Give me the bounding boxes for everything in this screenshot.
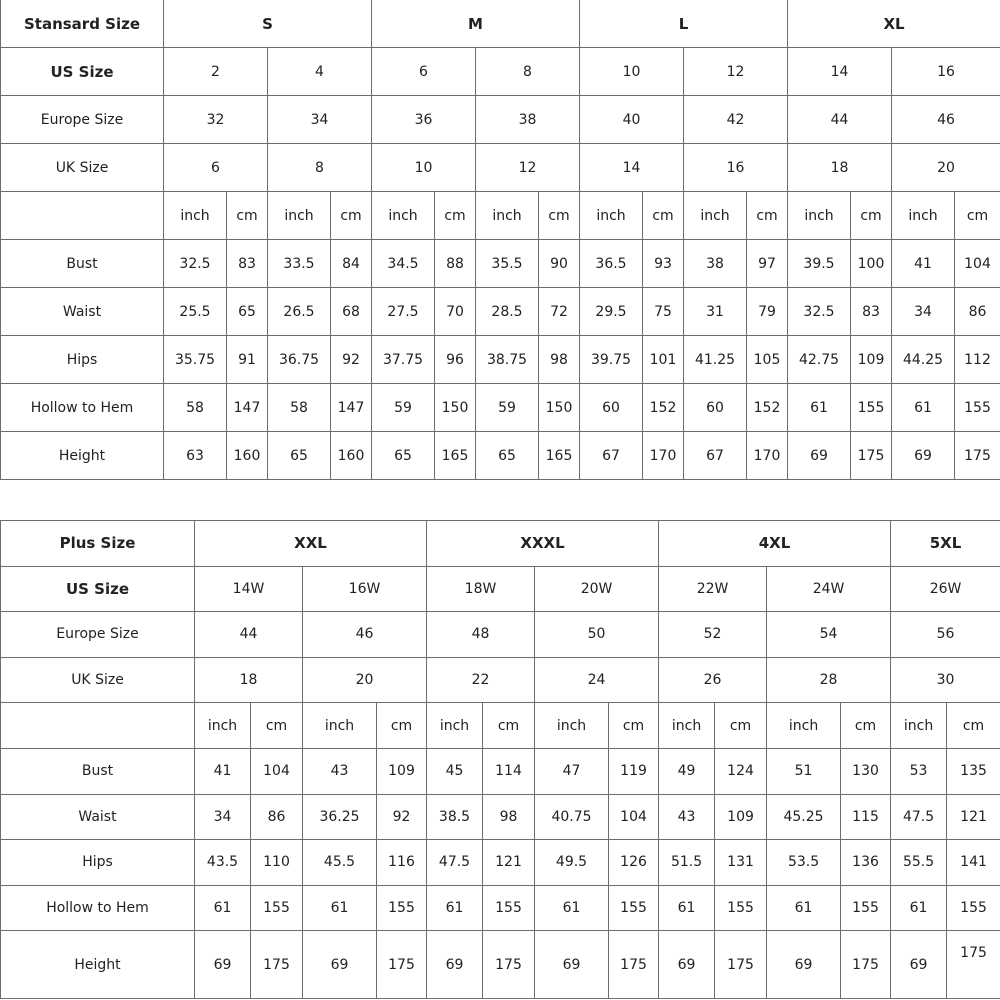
- unit-inch-label: inch: [268, 192, 331, 240]
- unit-inch-label: inch: [659, 703, 715, 749]
- us-size-value: 26W: [891, 566, 1000, 612]
- measure-inch-value: 34: [892, 288, 955, 336]
- measure-row: [1, 288, 1000, 336]
- measure-row: [1, 794, 1000, 840]
- measure-inch-value: 55.5: [891, 840, 947, 886]
- measure-cm-value: 160: [227, 432, 268, 480]
- uk-size-value: 12: [476, 144, 580, 192]
- size-xxxl: XXXL: [427, 521, 659, 567]
- measure-inch-value: 35.5: [476, 240, 539, 288]
- measure-label: Hollow to Hem: [1, 384, 164, 432]
- unit-cm-label: cm: [955, 192, 1000, 240]
- europe-size-value: 52: [659, 612, 767, 658]
- measure-inch-value: 45: [427, 748, 483, 794]
- measure-cm-value: 160: [331, 432, 372, 480]
- measure-inch-value: 69: [767, 931, 841, 999]
- measure-cm-value: 175: [251, 931, 303, 999]
- us-size-value: 8: [476, 48, 580, 96]
- measure-cm-value: 155: [609, 885, 659, 931]
- measure-inch-value: 39.5: [788, 240, 851, 288]
- us-size-row: [1, 48, 1000, 96]
- unit-cm-label: cm: [747, 192, 788, 240]
- measure-cm-value: 112: [955, 336, 1000, 384]
- measure-inch-value: 25.5: [164, 288, 227, 336]
- measure-inch-value: 42.75: [788, 336, 851, 384]
- measure-inch-value: 69: [659, 931, 715, 999]
- measure-cm-value: 165: [435, 432, 476, 480]
- measure-cm-value: 97: [747, 240, 788, 288]
- measure-inch-value: 33.5: [268, 240, 331, 288]
- measure-inch-value: 69: [195, 931, 251, 999]
- unit-cm-label: cm: [251, 703, 303, 749]
- measure-inch-value: 58: [268, 384, 331, 432]
- measure-row: [1, 336, 1000, 384]
- plus-us-size-label: US Size: [1, 566, 195, 612]
- measure-inch-value: 45.5: [303, 840, 377, 886]
- uk-size-value: 20: [303, 657, 427, 703]
- unit-cm-label: cm: [435, 192, 476, 240]
- measure-inch-value: 43.5: [195, 840, 251, 886]
- measure-label: Height: [1, 931, 195, 999]
- plus-unit-row-blank: [1, 703, 195, 749]
- measure-cm-value: 170: [747, 432, 788, 480]
- unit-cm-label: cm: [483, 703, 535, 749]
- us-size-value: 6: [372, 48, 476, 96]
- uk-size-value: 10: [372, 144, 476, 192]
- measure-cm-value: 110: [251, 840, 303, 886]
- uk-size-label: UK Size: [1, 144, 164, 192]
- measure-row: [1, 840, 1000, 886]
- measure-cm-value: 175: [955, 432, 1000, 480]
- measure-cm-value: 70: [435, 288, 476, 336]
- measure-inch-value: 29.5: [580, 288, 643, 336]
- plus-unit-row: [1, 703, 1000, 749]
- measure-row: [1, 931, 1000, 999]
- europe-size-value: 46: [892, 96, 1000, 144]
- unit-inch-label: inch: [788, 192, 851, 240]
- us-size-value: 22W: [659, 566, 767, 612]
- us-size-value: 14: [788, 48, 892, 96]
- measure-label: Hips: [1, 336, 164, 384]
- measure-cm-value: 175: [947, 931, 1000, 999]
- measure-inch-value: 41.25: [684, 336, 747, 384]
- measure-cm-value: 84: [331, 240, 372, 288]
- uk-size-value: 18: [195, 657, 303, 703]
- measure-inch-value: 69: [427, 931, 483, 999]
- europe-size-value: 34: [268, 96, 372, 144]
- europe-size-value: 50: [535, 612, 659, 658]
- unit-inch-label: inch: [372, 192, 435, 240]
- unit-cm-label: cm: [377, 703, 427, 749]
- measure-inch-value: 35.75: [164, 336, 227, 384]
- plus-uk-size-label: UK Size: [1, 657, 195, 703]
- measure-inch-value: 43: [659, 794, 715, 840]
- measure-inch-value: 53: [891, 748, 947, 794]
- measure-cm-value: 109: [715, 794, 767, 840]
- measure-cm-value: 93: [643, 240, 684, 288]
- unit-inch-label: inch: [580, 192, 643, 240]
- measure-cm-value: 150: [435, 384, 476, 432]
- measure-inch-value: 34: [195, 794, 251, 840]
- measure-cm-value: 100: [851, 240, 892, 288]
- measure-inch-value: 28.5: [476, 288, 539, 336]
- measure-inch-value: 61: [788, 384, 851, 432]
- measure-cm-value: 98: [483, 794, 535, 840]
- measure-label: Waist: [1, 288, 164, 336]
- measure-cm-value: 155: [841, 885, 891, 931]
- measure-inch-value: 31: [684, 288, 747, 336]
- unit-inch-label: inch: [427, 703, 483, 749]
- measure-cm-value: 101: [643, 336, 684, 384]
- plus-europe-size-label: Europe Size: [1, 612, 195, 658]
- measure-cm-value: 130: [841, 748, 891, 794]
- measure-cm-value: 68: [331, 288, 372, 336]
- europe-size-value: 44: [788, 96, 892, 144]
- measure-inch-value: 69: [535, 931, 609, 999]
- measure-inch-value: 44.25: [892, 336, 955, 384]
- plus-size-chart: [0, 520, 1000, 999]
- measure-cm-value: 155: [715, 885, 767, 931]
- measure-inch-value: 51: [767, 748, 841, 794]
- measure-cm-value: 75: [643, 288, 684, 336]
- uk-size-value: 18: [788, 144, 892, 192]
- measure-cm-value: 83: [851, 288, 892, 336]
- plus-us-size-row: [1, 566, 1000, 612]
- measure-cm-value: 155: [251, 885, 303, 931]
- measure-cm-value: 136: [841, 840, 891, 886]
- europe-size-value: 56: [891, 612, 1000, 658]
- measure-cm-value: 155: [483, 885, 535, 931]
- uk-size-value: 8: [268, 144, 372, 192]
- measure-cm-value: 147: [227, 384, 268, 432]
- measure-cm-value: 155: [851, 384, 892, 432]
- measure-cm-value: 155: [377, 885, 427, 931]
- measure-inch-value: 26.5: [268, 288, 331, 336]
- us-size-value: 24W: [767, 566, 891, 612]
- size-header-row: [1, 0, 1000, 48]
- measure-cm-value: 65: [227, 288, 268, 336]
- size-l: L: [580, 0, 788, 48]
- us-size-value: 2: [164, 48, 268, 96]
- measure-inch-value: 36.25: [303, 794, 377, 840]
- measure-cm-value: 121: [483, 840, 535, 886]
- measure-cm-value: 175: [609, 931, 659, 999]
- measure-inch-value: 60: [580, 384, 643, 432]
- measure-inch-value: 69: [788, 432, 851, 480]
- unit-cm-label: cm: [851, 192, 892, 240]
- unit-cm-label: cm: [841, 703, 891, 749]
- us-size-label: US Size: [1, 48, 164, 96]
- measure-cm-value: 119: [609, 748, 659, 794]
- unit-inch-label: inch: [891, 703, 947, 749]
- measure-row: [1, 384, 1000, 432]
- measure-cm-value: 86: [955, 288, 1000, 336]
- measure-inch-value: 47.5: [891, 794, 947, 840]
- measure-inch-value: 59: [372, 384, 435, 432]
- measure-inch-value: 61: [427, 885, 483, 931]
- measure-inch-value: 51.5: [659, 840, 715, 886]
- measure-inch-value: 61: [767, 885, 841, 931]
- measure-cm-value: 126: [609, 840, 659, 886]
- unit-cm-label: cm: [609, 703, 659, 749]
- measure-inch-value: 32.5: [164, 240, 227, 288]
- plus-size-body: [1, 521, 1000, 999]
- plus-europe-size-row: [1, 612, 1000, 658]
- unit-row: [1, 192, 1000, 240]
- measure-inch-value: 61: [195, 885, 251, 931]
- uk-size-value: 14: [580, 144, 684, 192]
- measure-cm-value: 79: [747, 288, 788, 336]
- measure-cm-value: 92: [331, 336, 372, 384]
- measure-cm-value: 109: [851, 336, 892, 384]
- unit-inch-label: inch: [303, 703, 377, 749]
- measure-inch-value: 53.5: [767, 840, 841, 886]
- measure-inch-value: 39.75: [580, 336, 643, 384]
- size-4xl: 4XL: [659, 521, 891, 567]
- size-xl: XL: [788, 0, 1000, 48]
- standard-size-body: [1, 0, 1000, 480]
- measure-label: Hollow to Hem: [1, 885, 195, 931]
- measure-row: [1, 240, 1000, 288]
- size-xxl: XXL: [195, 521, 427, 567]
- unit-inch-label: inch: [535, 703, 609, 749]
- us-size-value: 20W: [535, 566, 659, 612]
- measure-inch-value: 59: [476, 384, 539, 432]
- us-size-value: 16: [892, 48, 1000, 96]
- measure-inch-value: 38.75: [476, 336, 539, 384]
- measure-cm-value: 175: [715, 931, 767, 999]
- measure-row: [1, 885, 1000, 931]
- us-size-value: 18W: [427, 566, 535, 612]
- plus-size-header-row: [1, 521, 1000, 567]
- measure-inch-value: 69: [892, 432, 955, 480]
- measure-inch-value: 69: [891, 931, 947, 999]
- measure-inch-value: 27.5: [372, 288, 435, 336]
- measure-cm-value: 104: [609, 794, 659, 840]
- measure-row: [1, 748, 1000, 794]
- europe-size-value: 38: [476, 96, 580, 144]
- measure-inch-value: 38.5: [427, 794, 483, 840]
- us-size-value: 10: [580, 48, 684, 96]
- measure-cm-value: 83: [227, 240, 268, 288]
- measure-inch-value: 65: [268, 432, 331, 480]
- uk-size-value: 20: [892, 144, 1000, 192]
- measure-cm-value: 109: [377, 748, 427, 794]
- measure-inch-value: 34.5: [372, 240, 435, 288]
- measure-inch-value: 61: [535, 885, 609, 931]
- unit-inch-label: inch: [767, 703, 841, 749]
- measure-cm-value: 96: [435, 336, 476, 384]
- measure-cm-value: 114: [483, 748, 535, 794]
- measure-cm-value: 135: [947, 748, 1000, 794]
- measure-label: Bust: [1, 748, 195, 794]
- measure-inch-value: 61: [659, 885, 715, 931]
- measure-cm-value: 92: [377, 794, 427, 840]
- measure-inch-value: 41: [195, 748, 251, 794]
- measure-label: Hips: [1, 840, 195, 886]
- measure-inch-value: 45.25: [767, 794, 841, 840]
- unit-inch-label: inch: [195, 703, 251, 749]
- measure-cm-value: 175: [841, 931, 891, 999]
- us-size-value: 16W: [303, 566, 427, 612]
- measure-cm-value: 175: [377, 931, 427, 999]
- measure-cm-value: 104: [955, 240, 1000, 288]
- unit-inch-label: inch: [164, 192, 227, 240]
- europe-size-value: 48: [427, 612, 535, 658]
- uk-size-value: 28: [767, 657, 891, 703]
- unit-cm-label: cm: [643, 192, 684, 240]
- measure-inch-value: 61: [891, 885, 947, 931]
- measure-cm-value: 90: [539, 240, 580, 288]
- measure-inch-value: 47.5: [427, 840, 483, 886]
- europe-size-row: [1, 96, 1000, 144]
- measure-cm-value: 155: [947, 885, 1000, 931]
- europe-size-value: 32: [164, 96, 268, 144]
- measure-inch-value: 69: [303, 931, 377, 999]
- measure-cm-value: 175: [851, 432, 892, 480]
- plus-uk-size-row: [1, 657, 1000, 703]
- measure-cm-value: 152: [747, 384, 788, 432]
- europe-size-value: 36: [372, 96, 476, 144]
- europe-size-value: 54: [767, 612, 891, 658]
- measure-cm-value: 116: [377, 840, 427, 886]
- unit-inch-label: inch: [684, 192, 747, 240]
- measure-cm-value: 72: [539, 288, 580, 336]
- uk-size-row: [1, 144, 1000, 192]
- uk-size-value: 24: [535, 657, 659, 703]
- measure-cm-value: 121: [947, 794, 1000, 840]
- plus-size-header-label: Plus Size: [1, 521, 195, 567]
- unit-cm-label: cm: [227, 192, 268, 240]
- measure-cm-value: 150: [539, 384, 580, 432]
- measure-cm-value: 131: [715, 840, 767, 886]
- size-header-label: Stansard Size: [1, 0, 164, 48]
- measure-inch-value: 60: [684, 384, 747, 432]
- europe-size-value: 44: [195, 612, 303, 658]
- measure-inch-value: 65: [372, 432, 435, 480]
- measure-inch-value: 61: [303, 885, 377, 931]
- measure-inch-value: 67: [684, 432, 747, 480]
- measure-inch-value: 36.5: [580, 240, 643, 288]
- europe-size-value: 40: [580, 96, 684, 144]
- unit-cm-label: cm: [947, 703, 1000, 749]
- measure-label: Waist: [1, 794, 195, 840]
- measure-inch-value: 36.75: [268, 336, 331, 384]
- europe-size-value: 46: [303, 612, 427, 658]
- measure-inch-value: 49: [659, 748, 715, 794]
- measure-inch-value: 32.5: [788, 288, 851, 336]
- measure-inch-value: 67: [580, 432, 643, 480]
- measure-inch-value: 38: [684, 240, 747, 288]
- uk-size-value: 16: [684, 144, 788, 192]
- measure-cm-value: 88: [435, 240, 476, 288]
- unit-cm-label: cm: [539, 192, 580, 240]
- measure-inch-value: 58: [164, 384, 227, 432]
- size-5xl: 5XL: [891, 521, 1000, 567]
- measure-cm-value: 170: [643, 432, 684, 480]
- measure-cm-value: 124: [715, 748, 767, 794]
- standard-size-chart: [0, 0, 1000, 480]
- unit-row-blank: [1, 192, 164, 240]
- us-size-value: 4: [268, 48, 372, 96]
- uk-size-value: 22: [427, 657, 535, 703]
- measure-inch-value: 65: [476, 432, 539, 480]
- measure-cm-value: 91: [227, 336, 268, 384]
- us-size-value: 14W: [195, 566, 303, 612]
- measure-inch-value: 41: [892, 240, 955, 288]
- measure-cm-value: 98: [539, 336, 580, 384]
- measure-cm-value: 86: [251, 794, 303, 840]
- europe-size-value: 42: [684, 96, 788, 144]
- measure-cm-value: 155: [955, 384, 1000, 432]
- unit-cm-label: cm: [331, 192, 372, 240]
- measure-inch-value: 40.75: [535, 794, 609, 840]
- measure-cm-value: 104: [251, 748, 303, 794]
- measure-cm-value: 115: [841, 794, 891, 840]
- size-s: S: [164, 0, 372, 48]
- uk-size-value: 26: [659, 657, 767, 703]
- measure-inch-value: 47: [535, 748, 609, 794]
- uk-size-value: 30: [891, 657, 1000, 703]
- measure-cm-value: 147: [331, 384, 372, 432]
- unit-inch-label: inch: [892, 192, 955, 240]
- measure-cm-value: 175: [483, 931, 535, 999]
- measure-inch-value: 63: [164, 432, 227, 480]
- measure-inch-value: 61: [892, 384, 955, 432]
- measure-cm-value: 165: [539, 432, 580, 480]
- measure-row: [1, 432, 1000, 480]
- measure-inch-value: 43: [303, 748, 377, 794]
- measure-cm-value: 141: [947, 840, 1000, 886]
- unit-inch-label: inch: [476, 192, 539, 240]
- measure-cm-value: 105: [747, 336, 788, 384]
- us-size-value: 12: [684, 48, 788, 96]
- size-m: M: [372, 0, 580, 48]
- uk-size-value: 6: [164, 144, 268, 192]
- measure-label: Bust: [1, 240, 164, 288]
- measure-cm-value: 152: [643, 384, 684, 432]
- europe-size-label: Europe Size: [1, 96, 164, 144]
- measure-inch-value: 37.75: [372, 336, 435, 384]
- measure-inch-value: 49.5: [535, 840, 609, 886]
- measure-label: Height: [1, 432, 164, 480]
- unit-cm-label: cm: [715, 703, 767, 749]
